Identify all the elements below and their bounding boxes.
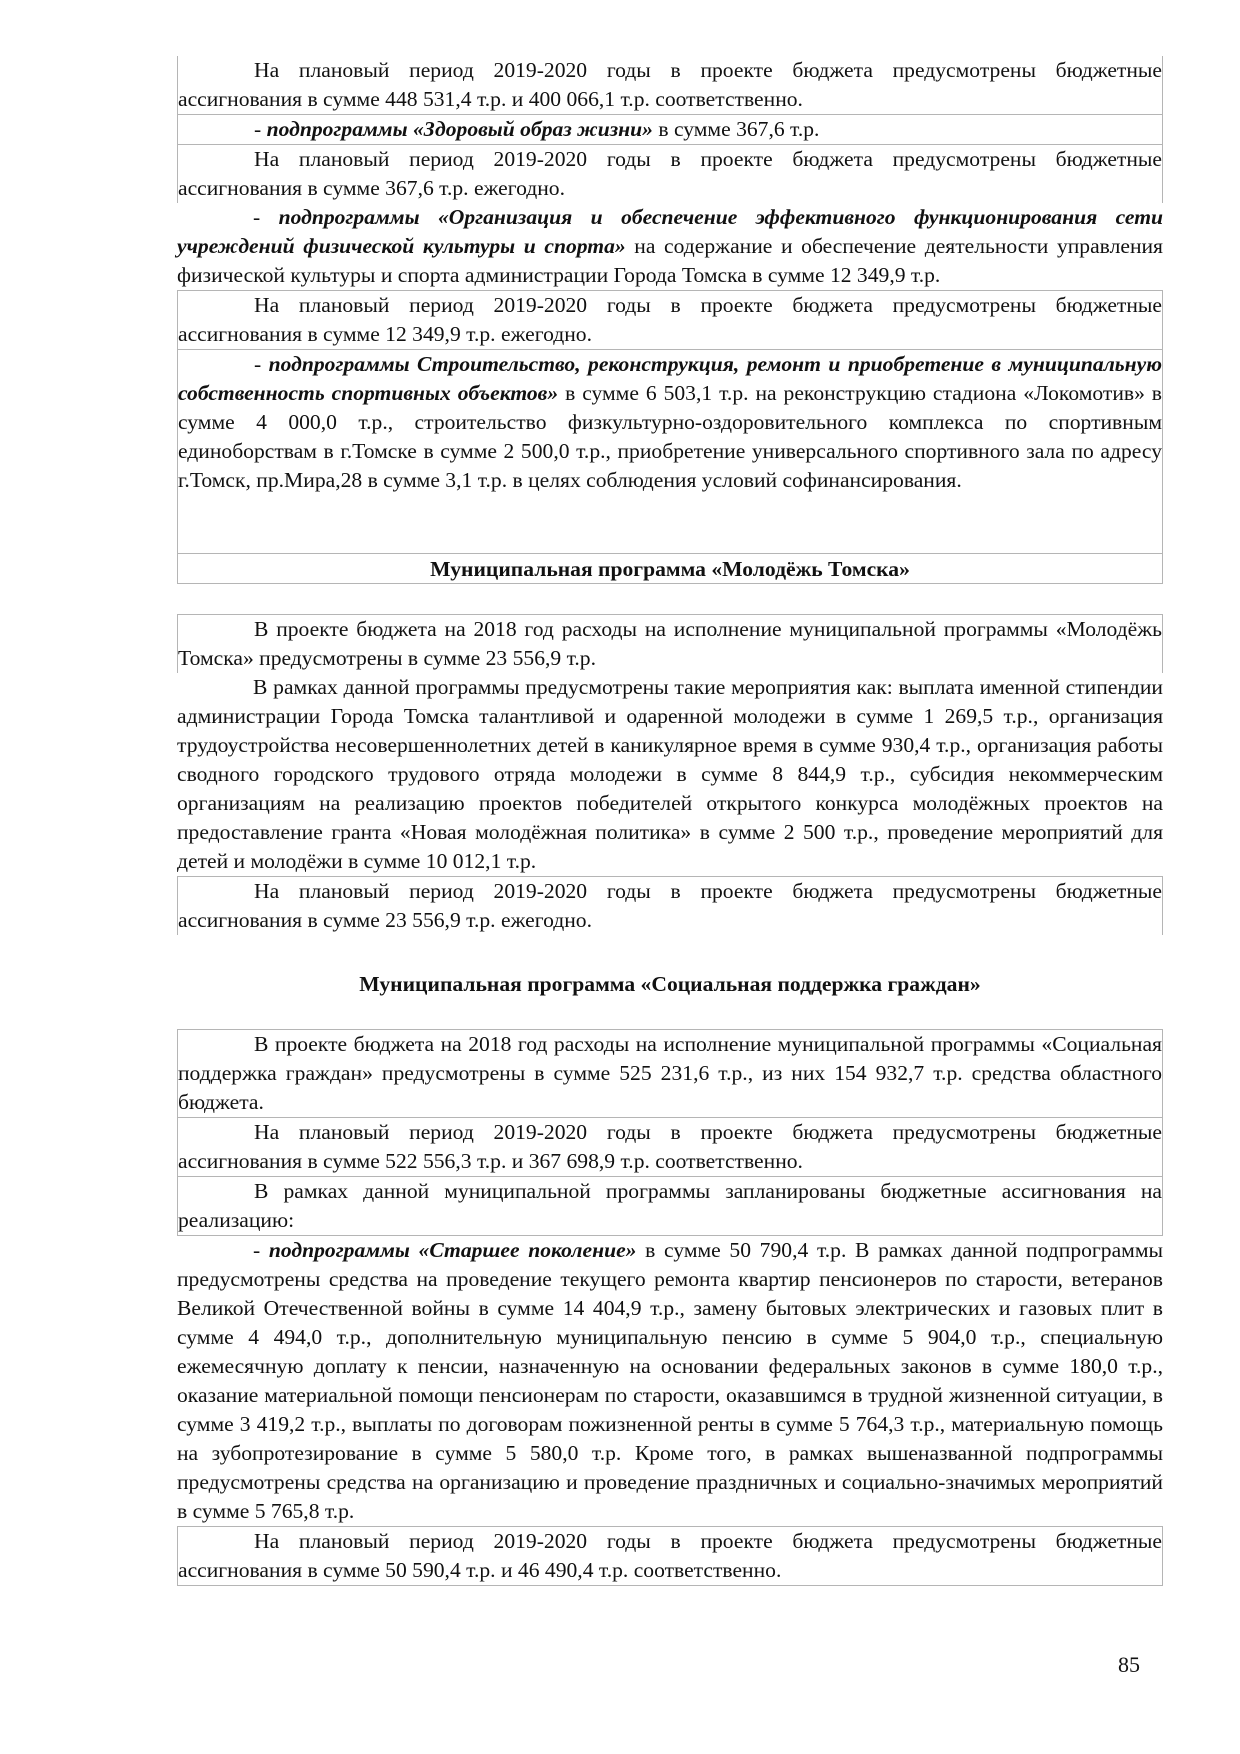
paragraph-social-planned: На плановый период 2019-2020 годы в проекте бюджета предусмотрены бюджетные ассигнования в сумме 522 556,3 т.р. и 367 698,9 т.р. соответственно. <box>177 1118 1163 1177</box>
paragraph-sport-planned: На плановый период 2019-2020 годы в проекте бюджета предусмотрены бюджетные ассигнования в сумме 12 349,9 т.р. ежегодно. <box>177 290 1163 350</box>
subprogram-healthy-lifestyle: - подпрограммы «Здоровый образ жизни» в сумме 367,6 т.р. <box>177 115 1163 145</box>
heading-text: Муниципальная программа «Молодёжь Томска» <box>430 557 910 581</box>
paragraph-youth-budget: В проекте бюджета на 2018 год расходы на исполнение муниципальной программы «Молодёжь Томска» предусмотрены в сумме 23 556,9 т.р. <box>177 614 1163 673</box>
paragraph-planned-2019-2020 <box>177 56 1163 115</box>
subprogram-title: подпрограммы «Здоровый образ жизни» <box>266 117 653 141</box>
subprogram-sport-construction: - подпрограммы Строительство, реконструкция, ремонт и приобретение в муниципальную собственность спортивных объектов» в сумме 6 503,1 т.р. на реконструкцию стадиона «Локомотив» в сумме 4 000,0 т.р., строительство физкультурно-оздоровительного комплекса по спортивным единоборствам в г.Томске в сумме 2 500,0 т.р., приобретение универсального спортивного зала по адресу г.Томск, пр.Мира,28 в сумме 3,1 т.р. в целях соблюдения условий софинансирования. <box>177 350 1163 554</box>
page-number: 85 <box>1118 1652 1140 1677</box>
paragraph-youth-measures: В рамках данной программы предусмотрены такие мероприятия как: выплата именной стипендии администрации Города Томска талантливой и одаренной молодежи в сумме 1 269,5 т.р., организация трудоустройства несовершеннолетних детей в каникулярное время в сумме 930,4 т.р., организация работы сводного городского трудового отряда молодежи в сумме 8 844,9 т.р., субсидия некоммерческим организациям на реализацию проектов победителей открытого конкурса молодёжных проектов на предоставление гранта «Новая молодёжная политика» в сумме 2 500 т.р., проведение мероприятий для детей и молодёжи в сумме 10 012,1 т.р. <box>177 675 1163 873</box>
heading-text: Муниципальная программа «Социальная поддержка граждан» <box>359 972 981 996</box>
subprogram-sport-institutions: - подпрограммы «Организация и обеспечение эффективного функционирования сети учреждений физической культуры и спорта» на содержание и обеспечение деятельности управления физической культуры и спорта администрации Города Томска в сумме 12 349,9 т.р. <box>177 205 1163 287</box>
subprogram-title: подпрограммы «Старшее поколение» <box>268 1238 637 1262</box>
subprogram-older-generation: - подпрограммы «Старшее поколение» в сумме 50 790,4 т.р. В рамках данной подпрограммы предусмотрены средства на проведение текущего ремонта квартир пенсионеров по старости, ветеранов Великой Отечественной войны в сумме 14 404,9 т.р., замену бытовых электрических и газовых плит в сумме 4 494,0 т.р., дополнительную муниципальную пенсию в сумме 5 904,0 т.р., специальную ежемесячную доплату к пенсии, назначенную на основании федеральных законов в сумме 180,0 т.р., оказание материальной помощи пенсионерам по старости, оказавшимся в трудной жизненной ситуации, в сумме 3 419,2 т.р., выплаты по договорам пожизненной ренты в сумме 5 764,3 т.р., материальную помощь на зубопротезирование в сумме 5 580,0 т.р. Кроме того, в рамках вышеназванной подпрограммы предусмотрены средства на организацию и проведение праздничных и социально-значимых мероприятий в сумме 5 765,8 т.р. <box>177 1238 1164 1523</box>
paragraph-healthy-planned: На плановый период 2019-2020 годы в проекте бюджета предусмотрены бюджетные ассигнования в сумме 367,6 т.р. ежегодно. <box>177 145 1163 203</box>
paragraph-youth-planned: На плановый период 2019-2020 годы в проекте бюджета предусмотрены бюджетные ассигнования в сумме 23 556,9 т.р. ежегодно. <box>177 876 1163 935</box>
paragraph-text: На плановый период 2019-2020 годы в проекте бюджета предусмотрены бюджетные ассигнования в сумме 448 531,4 т.р. и 400 066,1 т.р. соответственно. <box>178 58 1162 111</box>
subprogram-title: подпрограммы Строительство, реконструкция, ремонт и приобретение в муниципальную собственность спортивных объектов» <box>178 352 1163 405</box>
paragraph-social-allocations: В рамках данной муниципальной программы запланированы бюджетные ассигнования на реализацию: <box>177 1177 1163 1236</box>
document-body <box>177 56 1163 1586</box>
subprogram-title: подпрограммы «Организация и обеспечение эффективного функционирования сети учреждений физической культуры и спорта» <box>177 205 1163 258</box>
paragraph-social-budget: В проекте бюджета на 2018 год расходы на исполнение муниципальной программы «Социальная поддержка граждан» предусмотрены в сумме 525 231,6 т.р., из них 154 932,7 т.р. средства областного бюджета. <box>177 1029 1163 1118</box>
section-heading-youth <box>177 554 1163 584</box>
section-heading-social <box>177 969 1163 999</box>
paragraph-older-planned: На плановый период 2019-2020 годы в проекте бюджета предусмотрены бюджетные ассигнования в сумме 50 590,4 т.р. и 46 490,4 т.р. соответственно. <box>177 1526 1163 1586</box>
